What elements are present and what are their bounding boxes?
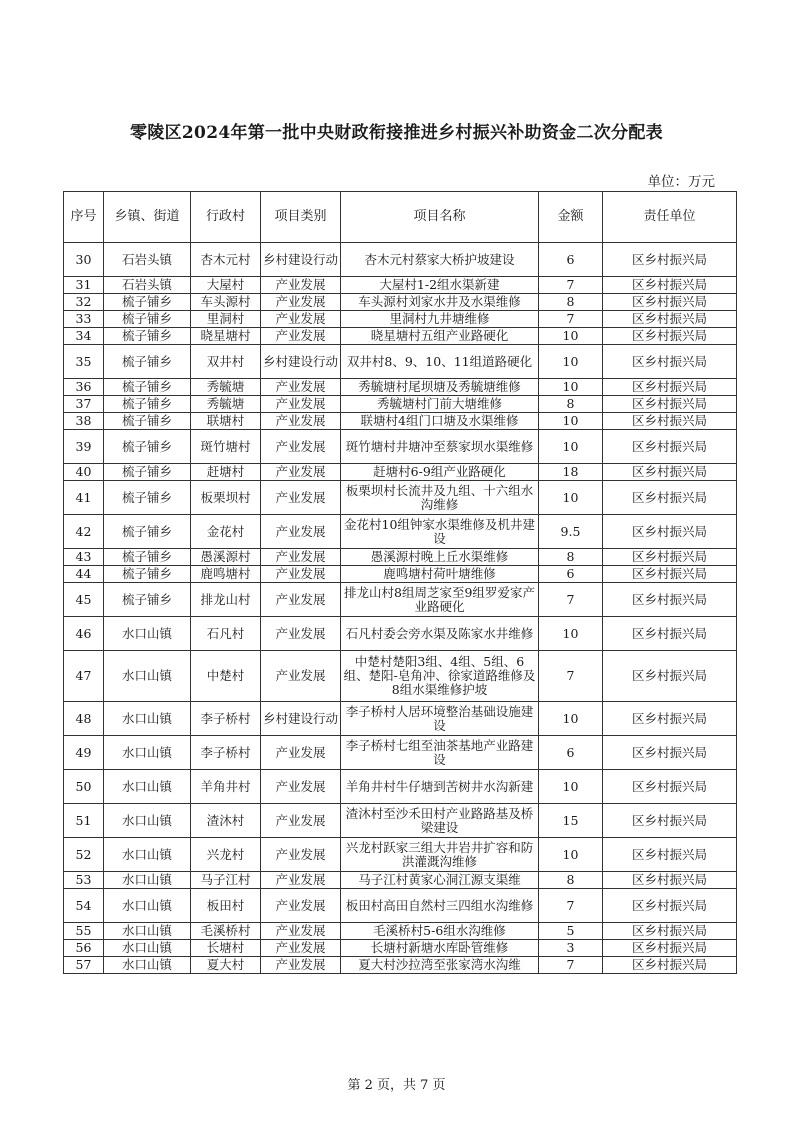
table-row (64, 396, 737, 413)
row-number: 32 (64, 294, 104, 311)
row-number: 40 (64, 464, 104, 481)
responsible-unit-cell: 区乡村振兴局 (603, 277, 737, 294)
responsible-unit-cell: 区乡村振兴局 (603, 770, 737, 804)
amount-cell: 15 (539, 804, 603, 838)
project-name-cell: 李子桥村七组至油茶基地产业路建设 (341, 736, 539, 770)
responsible-unit-cell: 区乡村振兴局 (603, 396, 737, 413)
responsible-unit-cell: 区乡村振兴局 (603, 617, 737, 651)
town-cell: 水口山镇 (104, 957, 191, 974)
town-cell: 水口山镇 (104, 736, 191, 770)
category-cell: 产业发展 (261, 923, 341, 940)
table-row (64, 481, 737, 515)
amount-cell: 8 (539, 872, 603, 889)
responsible-unit-cell: 区乡村振兴局 (603, 583, 737, 617)
project-name-cell: 斑竹塘村井塘冲至蔡家坝水渠维修 (341, 430, 539, 464)
category-cell: 产业发展 (261, 413, 341, 430)
village-cell: 板栗坝村 (191, 481, 261, 515)
town-cell: 梳子铺乡 (104, 328, 191, 345)
amount-cell: 10 (539, 345, 603, 379)
row-number: 42 (64, 515, 104, 549)
table-row (64, 957, 737, 974)
responsible-unit-cell: 区乡村振兴局 (603, 702, 737, 736)
amount-cell: 5 (539, 923, 603, 940)
row-number: 36 (64, 379, 104, 396)
project-name-cell: 羊角井村牛仔塘到苦树井水沟新建 (341, 770, 539, 804)
responsible-unit-cell: 区乡村振兴局 (603, 549, 737, 566)
project-name-cell: 排龙山村8组周芝家至9组罗爱家产业路硬化 (341, 583, 539, 617)
town-cell: 梳子铺乡 (104, 566, 191, 583)
town-cell: 梳子铺乡 (104, 345, 191, 379)
table-header-row (64, 192, 737, 243)
responsible-unit-cell: 区乡村振兴局 (603, 923, 737, 940)
header-cell: 乡镇、街道 (104, 192, 191, 243)
category-cell: 产业发展 (261, 940, 341, 957)
village-cell: 杏木元村 (191, 243, 261, 277)
category-cell: 产业发展 (261, 804, 341, 838)
amount-cell: 3 (539, 940, 603, 957)
category-cell: 产业发展 (261, 770, 341, 804)
header-cell: 项目名称 (341, 192, 539, 243)
row-number: 49 (64, 736, 104, 770)
row-number: 30 (64, 243, 104, 277)
amount-cell: 6 (539, 243, 603, 277)
table-body (64, 243, 737, 974)
table-row (64, 736, 737, 770)
row-number: 44 (64, 566, 104, 583)
amount-cell: 10 (539, 770, 603, 804)
amount-cell: 10 (539, 413, 603, 430)
responsible-unit-cell: 区乡村振兴局 (603, 481, 737, 515)
amount-cell: 18 (539, 464, 603, 481)
project-name-cell: 大屋村1-2组水渠新建 (341, 277, 539, 294)
responsible-unit-cell: 区乡村振兴局 (603, 957, 737, 974)
project-name-cell: 板田村高田自然村三四组水沟维修 (341, 889, 539, 923)
village-cell: 马子江村 (191, 872, 261, 889)
category-cell: 产业发展 (261, 277, 341, 294)
document-title: 零陵区2024年第一批中央财政衔接推进乡村振兴补助资金二次分配表 (130, 123, 663, 143)
category-cell: 产业发展 (261, 736, 341, 770)
village-cell: 鹿鸣塘村 (191, 566, 261, 583)
project-name-cell: 鹿鸣塘村荷叶塘维修 (341, 566, 539, 583)
table-row (64, 311, 737, 328)
project-name-cell: 秀毓塘村尾坝塘及秀毓塘维修 (341, 379, 539, 396)
table-row (64, 940, 737, 957)
table-row (64, 651, 737, 702)
town-cell: 水口山镇 (104, 872, 191, 889)
amount-cell: 10 (539, 481, 603, 515)
responsible-unit-cell: 区乡村振兴局 (603, 345, 737, 379)
amount-cell: 7 (539, 311, 603, 328)
town-cell: 水口山镇 (104, 617, 191, 651)
row-number: 37 (64, 396, 104, 413)
village-cell: 李子桥村 (191, 736, 261, 770)
table-row (64, 277, 737, 294)
town-cell: 石岩头镇 (104, 277, 191, 294)
row-number: 57 (64, 957, 104, 974)
town-cell: 梳子铺乡 (104, 515, 191, 549)
village-cell: 毛溪桥村 (191, 923, 261, 940)
project-name-cell: 中楚村楚阳3组、4组、5组、6组、楚阳-皂角冲、徐家道路维修及8组水渠维修护坡 (341, 651, 539, 702)
responsible-unit-cell: 区乡村振兴局 (603, 379, 737, 396)
town-cell: 水口山镇 (104, 923, 191, 940)
table-row (64, 804, 737, 838)
responsible-unit-cell: 区乡村振兴局 (603, 413, 737, 430)
village-cell: 中楚村 (191, 651, 261, 702)
row-number: 54 (64, 889, 104, 923)
amount-cell: 10 (539, 838, 603, 872)
allocation-table (63, 191, 737, 974)
village-cell: 车头源村 (191, 294, 261, 311)
village-cell: 晓星塘村 (191, 328, 261, 345)
amount-cell: 7 (539, 889, 603, 923)
table-row (64, 770, 737, 804)
town-cell: 梳子铺乡 (104, 549, 191, 566)
town-cell: 水口山镇 (104, 804, 191, 838)
project-name-cell: 晓星塘村五组产业路硬化 (341, 328, 539, 345)
project-name-cell: 毛溪桥村5-6组水沟维修 (341, 923, 539, 940)
table-row (64, 838, 737, 872)
town-cell: 梳子铺乡 (104, 413, 191, 430)
responsible-unit-cell: 区乡村振兴局 (603, 838, 737, 872)
responsible-unit-cell: 区乡村振兴局 (603, 311, 737, 328)
amount-cell: 8 (539, 396, 603, 413)
amount-cell: 10 (539, 430, 603, 464)
village-cell: 赶塘村 (191, 464, 261, 481)
project-name-cell: 赶塘村6-9组产业路硬化 (341, 464, 539, 481)
category-cell: 乡村建设行动 (261, 243, 341, 277)
page-footer: 第 2 页，共 7 页 (347, 1078, 446, 1093)
table-row (64, 413, 737, 430)
responsible-unit-cell: 区乡村振兴局 (603, 651, 737, 702)
header-cell: 行政村 (191, 192, 261, 243)
row-number: 50 (64, 770, 104, 804)
amount-cell: 7 (539, 957, 603, 974)
table-row (64, 464, 737, 481)
category-cell: 产业发展 (261, 464, 341, 481)
project-name-cell: 双井村8、9、10、11组道路硬化 (341, 345, 539, 379)
category-cell: 乡村建设行动 (261, 345, 341, 379)
table-row (64, 430, 737, 464)
table-row (64, 583, 737, 617)
table-row (64, 872, 737, 889)
category-cell: 产业发展 (261, 515, 341, 549)
amount-cell: 10 (539, 328, 603, 345)
amount-cell: 9.5 (539, 515, 603, 549)
village-cell: 金花村 (191, 515, 261, 549)
responsible-unit-cell: 区乡村振兴局 (603, 804, 737, 838)
village-cell: 兴龙村 (191, 838, 261, 872)
header-cell: 序号 (64, 192, 104, 243)
project-name-cell: 里洞村九井塘维修 (341, 311, 539, 328)
amount-cell: 6 (539, 566, 603, 583)
category-cell: 产业发展 (261, 311, 341, 328)
town-cell: 水口山镇 (104, 889, 191, 923)
category-cell: 产业发展 (261, 583, 341, 617)
row-number: 31 (64, 277, 104, 294)
project-name-cell: 长塘村新塘水库卧管维修 (341, 940, 539, 957)
project-name-cell: 秀毓塘村门前大塘维修 (341, 396, 539, 413)
town-cell: 梳子铺乡 (104, 294, 191, 311)
row-number: 41 (64, 481, 104, 515)
responsible-unit-cell: 区乡村振兴局 (603, 430, 737, 464)
table-row (64, 549, 737, 566)
table-row (64, 294, 737, 311)
responsible-unit-cell: 区乡村振兴局 (603, 294, 737, 311)
responsible-unit-cell: 区乡村振兴局 (603, 872, 737, 889)
village-cell: 排龙山村 (191, 583, 261, 617)
row-number: 33 (64, 311, 104, 328)
table-row (64, 379, 737, 396)
responsible-unit-cell: 区乡村振兴局 (603, 328, 737, 345)
village-cell: 李子桥村 (191, 702, 261, 736)
row-number: 38 (64, 413, 104, 430)
town-cell: 水口山镇 (104, 702, 191, 736)
amount-cell: 6 (539, 736, 603, 770)
project-name-cell: 金花村10组钟家水渠维修及机井建设 (341, 515, 539, 549)
town-cell: 水口山镇 (104, 651, 191, 702)
town-cell: 石岩头镇 (104, 243, 191, 277)
row-number: 51 (64, 804, 104, 838)
category-cell: 产业发展 (261, 617, 341, 651)
category-cell: 产业发展 (261, 430, 341, 464)
project-name-cell: 夏大村沙拉湾至张家湾水沟维 (341, 957, 539, 974)
project-name-cell: 渣沐村至沙禾田村产业路路基及桥梁建设 (341, 804, 539, 838)
row-number: 52 (64, 838, 104, 872)
town-cell: 水口山镇 (104, 770, 191, 804)
table-row (64, 515, 737, 549)
category-cell: 乡村建设行动 (261, 702, 341, 736)
category-cell: 产业发展 (261, 872, 341, 889)
town-cell: 梳子铺乡 (104, 396, 191, 413)
table-row (64, 617, 737, 651)
row-number: 39 (64, 430, 104, 464)
amount-cell: 8 (539, 294, 603, 311)
project-name-cell: 愚溪源村晚上丘水渠维修 (341, 549, 539, 566)
table-row (64, 923, 737, 940)
responsible-unit-cell: 区乡村振兴局 (603, 940, 737, 957)
responsible-unit-cell: 区乡村振兴局 (603, 464, 737, 481)
village-cell: 秀毓塘 (191, 396, 261, 413)
village-cell: 羊角井村 (191, 770, 261, 804)
village-cell: 愚溪源村 (191, 549, 261, 566)
village-cell: 大屋村 (191, 277, 261, 294)
project-name-cell: 马子江村黄家心洞江源支渠维 (341, 872, 539, 889)
category-cell: 产业发展 (261, 957, 341, 974)
row-number: 55 (64, 923, 104, 940)
row-number: 46 (64, 617, 104, 651)
town-cell: 水口山镇 (104, 940, 191, 957)
responsible-unit-cell: 区乡村振兴局 (603, 243, 737, 277)
row-number: 43 (64, 549, 104, 566)
amount-cell: 7 (539, 583, 603, 617)
row-number: 45 (64, 583, 104, 617)
town-cell: 梳子铺乡 (104, 481, 191, 515)
amount-cell: 7 (539, 651, 603, 702)
header-cell: 责任单位 (603, 192, 737, 243)
row-number: 34 (64, 328, 104, 345)
amount-cell: 10 (539, 617, 603, 651)
category-cell: 产业发展 (261, 889, 341, 923)
project-name-cell: 车头源村刘家水井及水渠维修 (341, 294, 539, 311)
responsible-unit-cell: 区乡村振兴局 (603, 889, 737, 923)
project-name-cell: 石凡村委会旁水渠及陈家水井维修 (341, 617, 539, 651)
table-row (64, 889, 737, 923)
responsible-unit-cell: 区乡村振兴局 (603, 566, 737, 583)
category-cell: 产业发展 (261, 651, 341, 702)
project-name-cell: 兴龙村跃家三组大井岩井扩容和防洪灌溉沟维修 (341, 838, 539, 872)
village-cell: 秀毓塘 (191, 379, 261, 396)
category-cell: 产业发展 (261, 294, 341, 311)
category-cell: 产业发展 (261, 566, 341, 583)
table-row (64, 566, 737, 583)
category-cell: 产业发展 (261, 396, 341, 413)
village-cell: 联塘村 (191, 413, 261, 430)
village-cell: 斑竹塘村 (191, 430, 261, 464)
category-cell: 产业发展 (261, 379, 341, 396)
town-cell: 梳子铺乡 (104, 379, 191, 396)
header-cell: 项目类别 (261, 192, 341, 243)
row-number: 56 (64, 940, 104, 957)
amount-cell: 10 (539, 702, 603, 736)
project-name-cell: 联塘村4组门口塘及水渠维修 (341, 413, 539, 430)
header-cell: 金额 (539, 192, 603, 243)
category-cell: 产业发展 (261, 549, 341, 566)
project-name-cell: 杏木元村蔡家大桥护坡建设 (341, 243, 539, 277)
category-cell: 产业发展 (261, 838, 341, 872)
responsible-unit-cell: 区乡村振兴局 (603, 736, 737, 770)
table-row (64, 345, 737, 379)
amount-cell: 8 (539, 549, 603, 566)
project-name-cell: 李子桥村人居环境整治基础设施建设 (341, 702, 539, 736)
table-row (64, 328, 737, 345)
village-cell: 夏大村 (191, 957, 261, 974)
row-number: 47 (64, 651, 104, 702)
town-cell: 梳子铺乡 (104, 311, 191, 328)
category-cell: 产业发展 (261, 328, 341, 345)
town-cell: 梳子铺乡 (104, 464, 191, 481)
village-cell: 石凡村 (191, 617, 261, 651)
village-cell: 板田村 (191, 889, 261, 923)
unit-label: 单位：万元 (647, 174, 715, 190)
town-cell: 梳子铺乡 (104, 583, 191, 617)
project-name-cell: 板栗坝村长流井及九组、十六组水沟维修 (341, 481, 539, 515)
row-number: 48 (64, 702, 104, 736)
amount-cell: 10 (539, 379, 603, 396)
table-row (64, 702, 737, 736)
table-row (64, 243, 737, 277)
town-cell: 水口山镇 (104, 838, 191, 872)
responsible-unit-cell: 区乡村振兴局 (603, 515, 737, 549)
amount-cell: 7 (539, 277, 603, 294)
category-cell: 产业发展 (261, 481, 341, 515)
village-cell: 里洞村 (191, 311, 261, 328)
village-cell: 长塘村 (191, 940, 261, 957)
village-cell: 渣沐村 (191, 804, 261, 838)
row-number: 53 (64, 872, 104, 889)
village-cell: 双井村 (191, 345, 261, 379)
town-cell: 梳子铺乡 (104, 430, 191, 464)
row-number: 35 (64, 345, 104, 379)
